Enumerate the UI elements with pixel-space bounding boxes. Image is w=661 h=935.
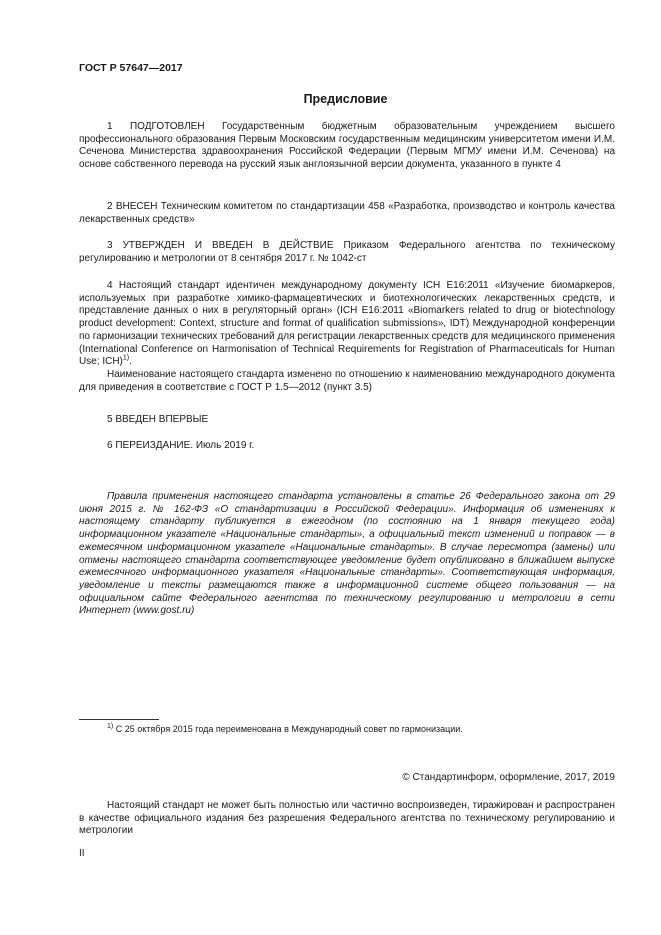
footnote-mark: 1)	[107, 723, 114, 730]
footnote	[107, 724, 463, 734]
foreword-item-4-block	[79, 280, 615, 394]
standard-code-header: ГОСТ Р 57647—2017	[79, 62, 183, 74]
foreword-item-3: 3 УТВЕРЖДЕН И ВВЕДЕН В ДЕЙСТВИЕ Приказом Федерального агентства по техническому регулированию и метрологии от 8 сентября 2017 г. № 1042-ст	[79, 240, 615, 264]
footnote-reference: 1)	[122, 354, 130, 362]
reproduction-notice	[79, 800, 615, 838]
foreword-item-6: 6 ПЕРЕИЗДАНИЕ. Июль 2019 г.	[107, 440, 255, 451]
foreword-item-5: 5 ВВЕДЕН ВПЕРВЫЕ	[107, 414, 209, 425]
reproduction-text: Настоящий стандарт не может быть полностью или частично воспроизведен, тиражирован и распространен в качестве официального издания без разрешения Федерального агентства по техническому регулированию и метрологии	[79, 800, 615, 837]
footnote-text: С 25 октября 2015 года переименована в Международный совет по гармонизации.	[115, 724, 463, 734]
foreword-item-1: 1 ПОДГОТОВЛЕН Государственным бюджетным образовательным учреждением высшего профессионального образования Первым Московским государственным медицинским университетом имени И.М. Сеченова Министерства здравоохранения Российской Федерации (Первым МГМУ имени И.М. Сеченова) на основе собственного перевода на русский язык англоязычной версии документа, указанного в пункте 4	[79, 121, 615, 171]
foreword-item-2: 2 ВНЕСЕН Техническим комитетом по стандартизации 458 «Разработка, производство и контроль качества лекарственных средств»	[79, 201, 615, 225]
foreword-item-2-block	[79, 201, 615, 226]
page-number: II	[79, 848, 85, 859]
foreword-item-4-text: 4 Настоящий стандарт идентичен международному документу ICH E16:2011 «Изучение биомаркеров, используемых при разработке химико-фармацевтических и биотехнологических лекарственных средств, и представление данных о них в регуляторный орган» (ICH E16:2011 «Biomarkers related to drug or biotechnology product development: Context, structure and format of qualification submissions», IDT) Международной конференции по гармонизации технических требований для регистрации лекарственных средств для медицинского применения (International Conference on Harmonisation of Technical Requirements for Registration of Pharmaceuticals for Human Use; ICH)	[79, 280, 615, 368]
page-title	[0, 92, 661, 106]
foreword-item-4: 4 Настоящий стандарт идентичен международному документу ICH E16:2011 «Изучение биомаркеров, используемых при разработке химико-фармацевтических и биотехнологических лекарственных средств, и представление данных о них в регуляторный орган» (ICH E16:2011 «Biomarkers related to drug or biotechnology product development: Context, structure and format of qualification submissions», IDT) Международной конференции по гармонизации технических требований для регистрации лекарственных средств для медицинского применения (International Conference on Harmonisation of Technical Requirements for Registration of Pharmaceuticals for Human Use; ICH)$^{1)}$.	[79, 280, 615, 368]
footnote-divider	[79, 719, 159, 720]
application-rules-notice	[79, 491, 615, 618]
foreword-item-6-block	[79, 440, 615, 453]
copyright-line: © Стандартинформ, оформление, 2017, 2019	[402, 772, 615, 783]
foreword-item-4-note: Наименование настоящего стандарта изменено по отношению к наименованию международного документа для приведения в соответствие с ГОСТ Р 1.5—2012 (пункт 3.5)	[79, 368, 615, 393]
foreword-item-1-block	[79, 121, 615, 172]
notice-text: Правила применения настоящего стандарта установлены в статье 26 Федерального закона от 29 июня 2015 г. № 162-ФЗ «О стандартизации в Российской Федерации». Информация об изменениях к настоящему стандарту публикуется в ежегодном (по состоянию на 1 января текущего года) информационном указателе «Национальные стандарты», а официальный текст изменений и поправок — в ежемесячном информационном указателе «Национальные стандарты». В случае пересмотра (замены) или отмены настоящего стандарта соответствующее уведомление будет опубликовано в ближайшем выпуске ежемесячного информационного указателя «Национальные стандарты». Соответствующая информация, уведомление и тексты размещаются также в информационной системе общего пользования — на официальном сайте Федерального агентства по техническому регулированию и метрологии в сети Интернет (www.gost.ru)	[79, 491, 615, 617]
foreword-item-5-block	[79, 414, 615, 427]
foreword-item-3-block	[79, 240, 615, 265]
title-text: Предисловие	[303, 92, 388, 106]
